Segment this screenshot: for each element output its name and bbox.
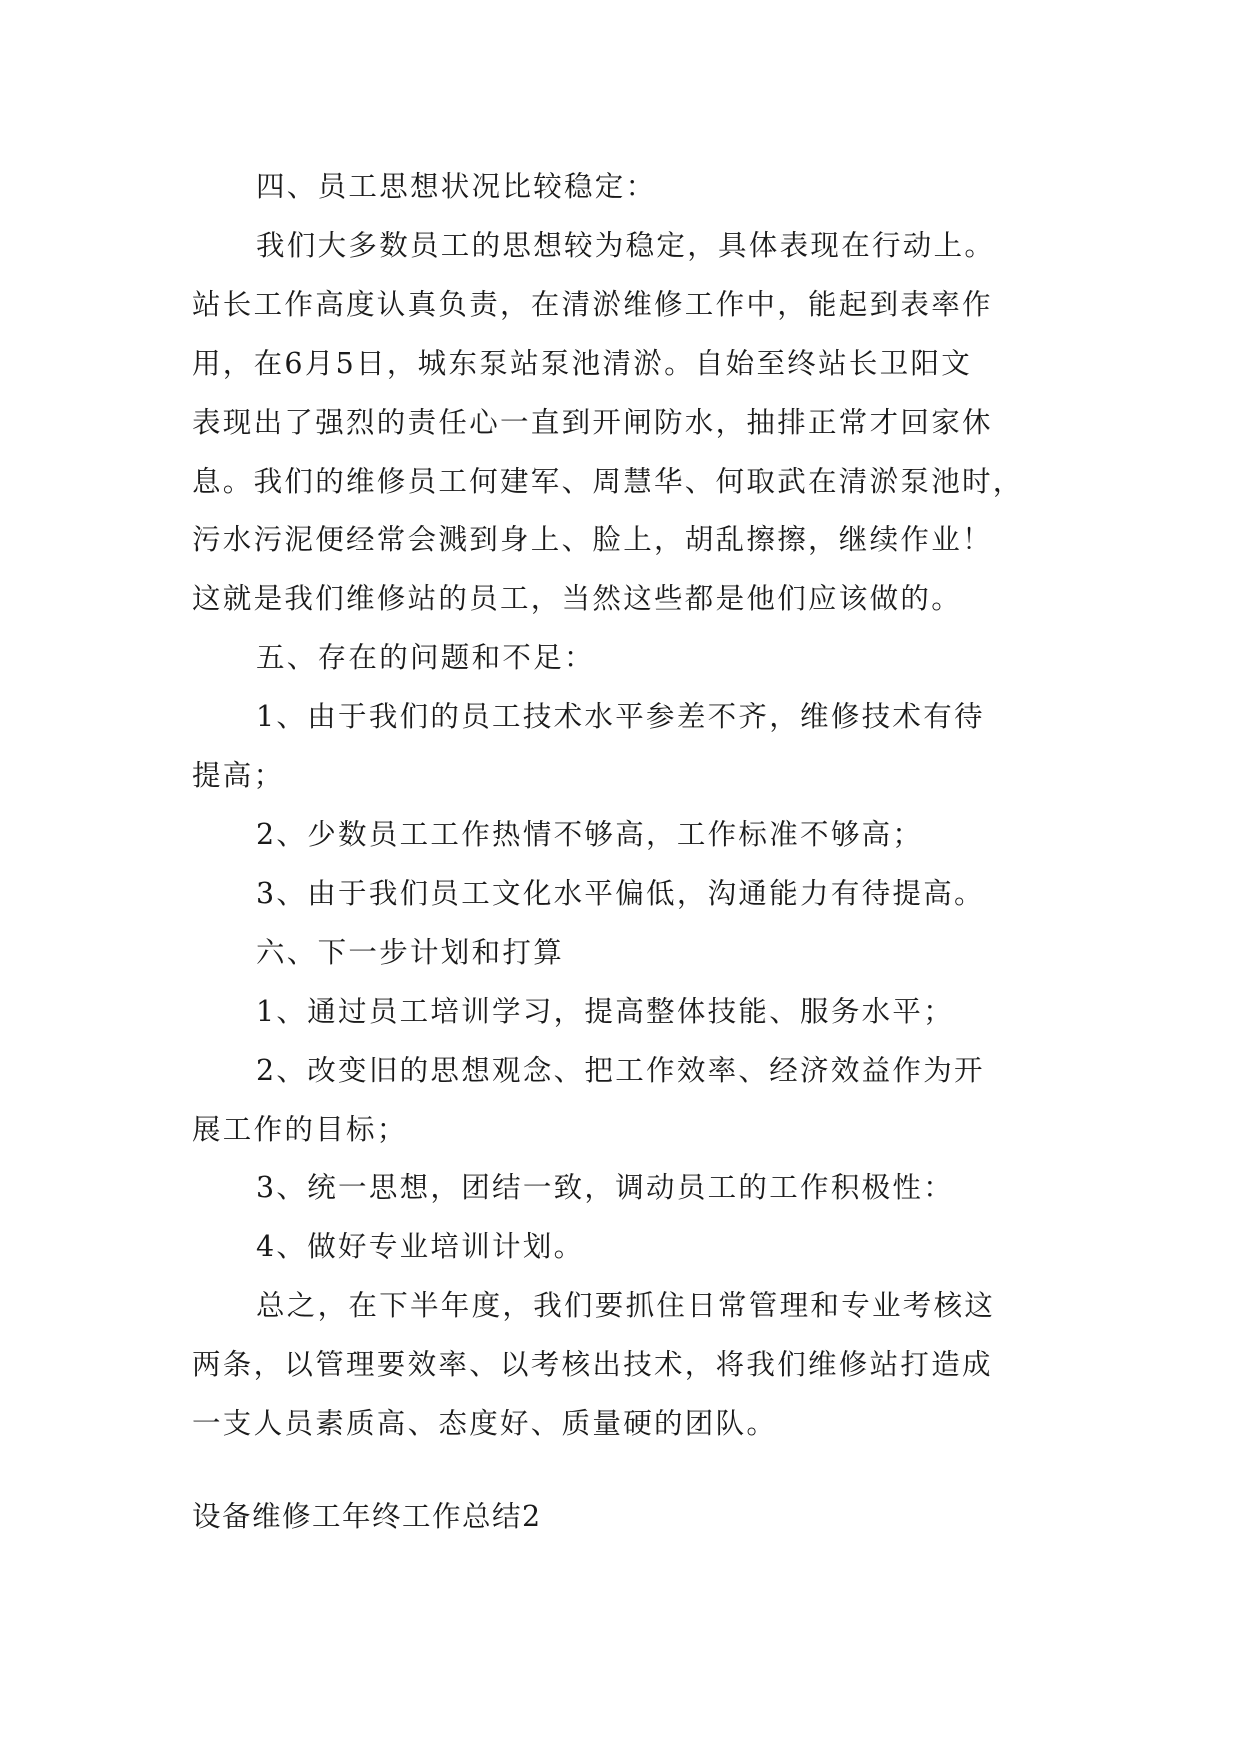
paragraph-line: 总之，在下半年度，我们要抓住日常管理和专业考核这 <box>256 1289 996 1323</box>
list-item: 1、通过员工培训学习，提高整体技能、服务水平； <box>256 994 955 1028</box>
paragraph-line: 两条，以管理要效率、以考核出技术，将我们维修站打造成 <box>192 1348 993 1382</box>
section-heading-4: 四、员工思想状况比较稳定： <box>256 170 657 203</box>
list-item: 3、由于我们员工文化水平偏低，沟通能力有待提高。 <box>256 876 985 910</box>
paragraph-line: 污水污泥便经常会溅到身上、脸上，胡乱擦擦，继续作业！ <box>192 523 993 557</box>
paragraph-line: 用，在6月5日，城东泵站泵池清淤。自始至终站长卫阳文 <box>192 346 973 380</box>
list-item: 2、少数员工工作热情不够高，工作标准不够高； <box>256 817 924 851</box>
paragraph-line: 我们大多数员工的思想较为稳定，具体表现在行动上。 <box>256 228 996 262</box>
list-item: 4、做好专业培训计划。 <box>256 1230 585 1264</box>
document-body <box>192 158 1072 1454</box>
section-heading-6: 六、下一步计划和打算 <box>256 935 565 969</box>
paragraph-line: 息。我们的维修员工何建军、周慧华、何取武在清淤泵池时， <box>192 464 1024 498</box>
list-item-continuation: 提高； <box>192 759 285 793</box>
list-item: 3、统一思想，团结一致，调动员工的工作积极性： <box>256 1171 955 1205</box>
section-heading-5: 五、存在的问题和不足： <box>256 641 595 675</box>
list-item: 1、由于我们的员工技术水平参差不齐，维修技术有待 <box>256 700 985 734</box>
paragraph-line: 一支人员素质高、态度好、质量硬的团队。 <box>192 1407 778 1441</box>
paragraph-line: 站长工作高度认真负责，在清淤维修工作中，能起到表率作 <box>192 287 993 321</box>
next-section-title: 设备维修工年终工作总结2 <box>192 1500 542 1533</box>
list-item-continuation: 展工作的目标； <box>192 1112 408 1146</box>
paragraph-line: 表现出了强烈的责任心一直到开闸防水，抽排正常才回家休 <box>192 405 993 439</box>
list-item: 2、改变旧的思想观念、把工作效率、经济效益作为开 <box>256 1053 985 1087</box>
paragraph-line: 这就是我们维修站的员工，当然这些都是他们应该做的。 <box>192 582 963 616</box>
